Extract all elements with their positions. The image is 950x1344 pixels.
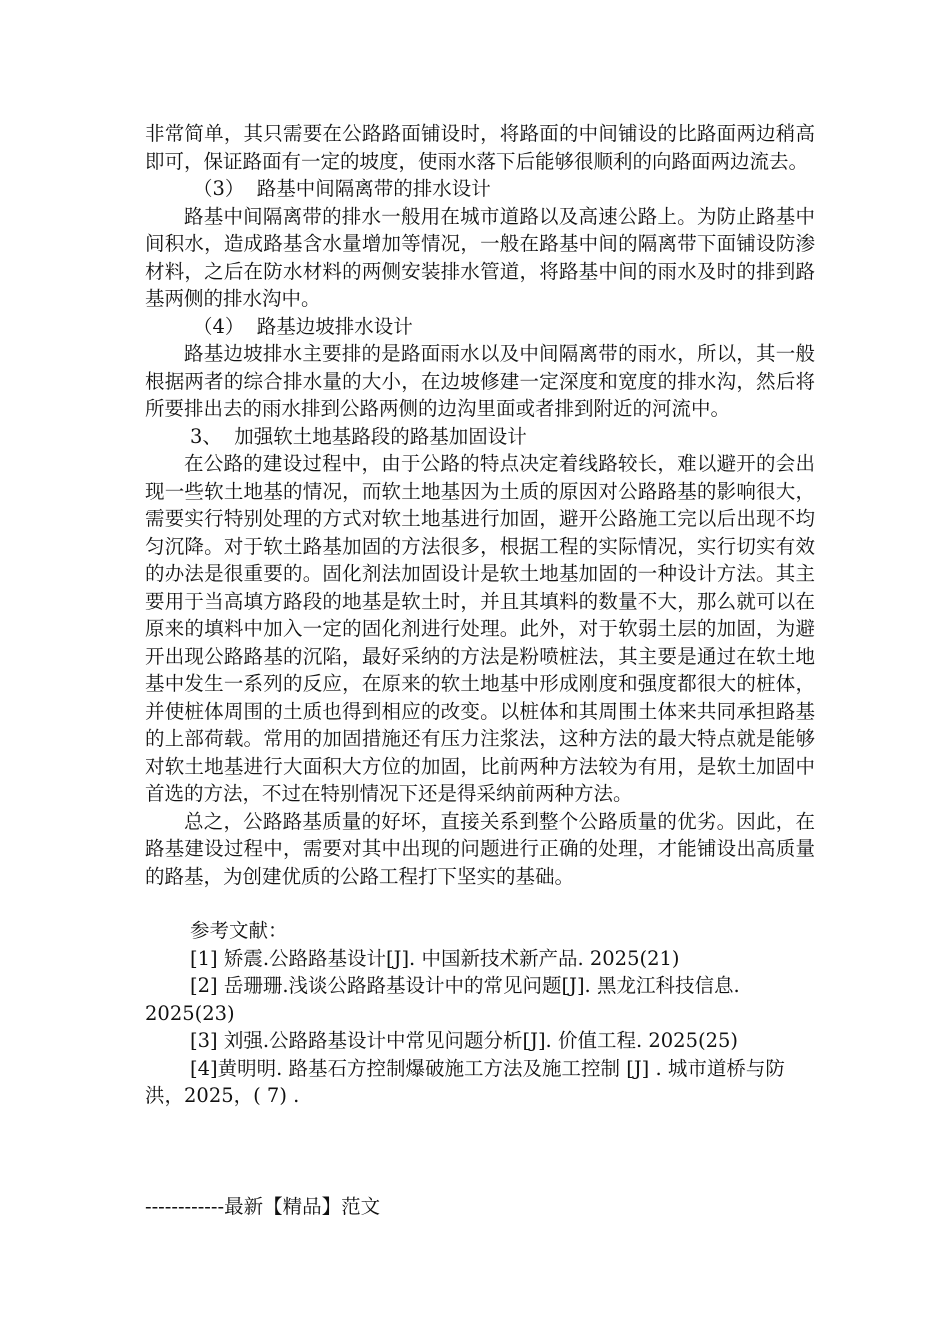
reference-item: [4]黄明明. 路基石方控制爆破施工方法及施工控制 [J] . 城市道桥与防洪，2025，( 7) . [145, 1056, 785, 1107]
page-footer: ------------最新【精品】范文 [145, 1195, 381, 1218]
paragraph-drainage-intro: 非常简单，其只需要在公路路面铺设时，将路面的中间铺设的比路面两边稍高即可，保证路面有一定的坡度，使雨水落下后能够很顺利的向路面两边流去。 [145, 122, 815, 173]
section-spacer [145, 890, 815, 917]
reference-item: [3] 刘强.公路路基设计中常见问题分析[J]. 价值工程. 2025(25) [190, 1029, 738, 1052]
paragraph-slope-drainage: 路基边坡排水主要排的是路面雨水以及中间隔离带的雨水，所以，其一般根据两者的综合排水量的大小，在边坡修建一定深度和宽度的排水沟，然后将所要排出去的雨水排到公路两侧的边沟里面或者排到附近的河流中。 [145, 342, 815, 420]
reference-item: [2] 岳珊珊.浅谈公路路基设计中的常见问题[J]. 黑龙江科技信息. 2025(23) [145, 974, 740, 1025]
subheading-median-drainage: （3） 路基中间隔离带的排水设计 [193, 177, 491, 200]
paragraph-median-drainage: 路基中间隔离带的排水一般用在城市道路以及高速公路上。为防止路基中间积水，造成路基含水量增加等情况，一般在路基中间的隔离带下面铺设防渗材料，之后在防水材料的两侧安装排水管道，将路基中间的雨水及时的排到路基两侧的排水沟中。 [145, 204, 815, 310]
document-body [145, 120, 815, 1110]
paragraph-soft-soil: 在公路的建设过程中，由于公路的特点决定着线路较长，难以避开的会出现一些软土地基的情况，而软土地基因为土质的原因对公路路基的影响很大，需要实行特别处理的方式对软土地基进行加固，避开公路施工完以后出现不均匀沉降。对于软土路基加固的方法很多，根据工程的实际情况，实行切实有效的办法是很重要的。固化剂法加固设计是软土地基加固的一种设计方法。其主要用于当高填方路段的地基是软土时，并且其填料的数量不大，那么就可以在原来的填料中加入一定的固化剂进行处理。此外，对于软弱土层的加固，为避开出现公路路基的沉陷，最好采纳的方法是粉喷桩法，其主要是通过在软土地基中发生一系列的反应，在原来的软土地基中形成刚度和强度都很大的桩体，并使桩体周围的土质也得到相应的改变。以桩体和其周围土体来共同承担路基的上部荷载。常用的加固措施还有压力注浆法，这种方法的最大特点就是能够对软土地基进行大面积大方位的加固，比前两种方法较为有用，是软土加固中首选的方法，不过在特别情况下还是得采纳前两种方法。 [145, 452, 815, 805]
section-heading-soft-soil: 3、 加强软土地基路段的路基加固设计 [190, 424, 527, 448]
subheading-slope-drainage: （4） 路基边坡排水设计 [193, 314, 413, 338]
paragraph-conclusion: 总之，公路路基质量的好坏，直接关系到整个公路质量的优劣。因此，在路基建设过程中，需要对其中出现的问题进行正确的处理，才能铺设出高质量的路基，为创建优质的公路工程打下坚实的基础。 [145, 809, 815, 888]
reference-item: [1] 矫震.公路路基设计[J]. 中国新技术新产品. 2025(21) [190, 946, 680, 970]
references-title: 参考文献： [190, 919, 288, 942]
